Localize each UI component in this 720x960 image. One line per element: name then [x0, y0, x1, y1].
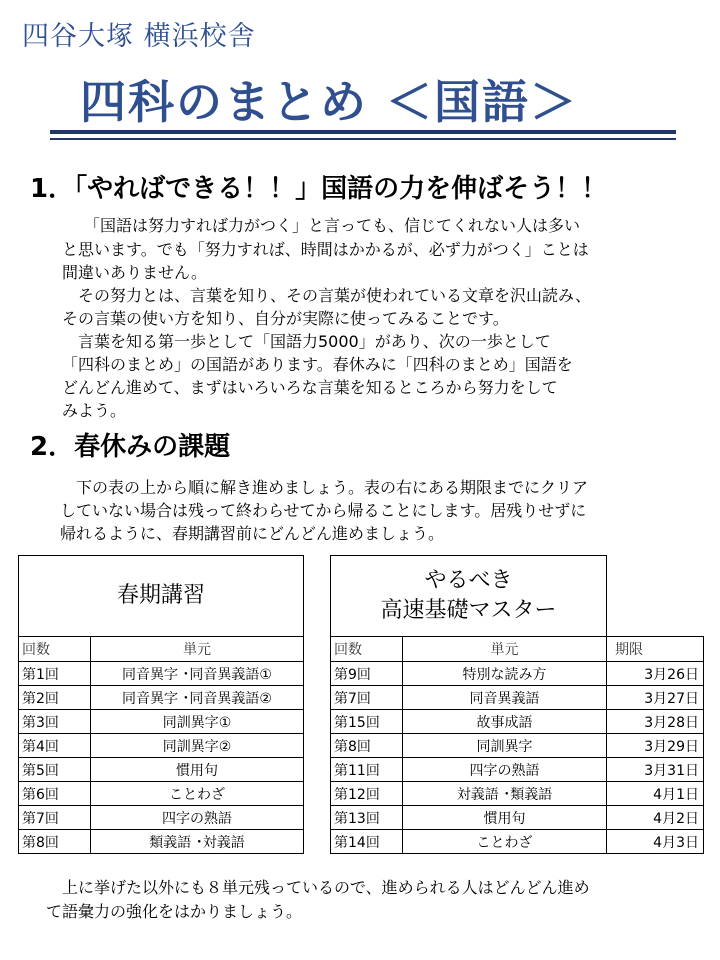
table-title-line2: 高速基礎マスター	[380, 598, 557, 623]
paragraph-line: 上に挙げた以外にも８単元残っているので、進められる人はどんどん進め	[46, 878, 590, 897]
paragraph-line: て語彙力の強化をはかりましょう。	[46, 902, 303, 921]
row-number: 第8回	[331, 734, 403, 758]
row-deadline: 4月2日	[607, 806, 704, 830]
paragraph-line: その努力とは、言葉を知り、その言葉が使われている文章を沢山読み、	[62, 286, 591, 305]
table-row	[19, 806, 304, 830]
row-unit: 慣用句	[91, 758, 304, 782]
table-row	[331, 758, 704, 782]
row-number: 第3回	[19, 710, 91, 734]
table-row	[19, 662, 304, 686]
row-number: 第8回	[19, 830, 91, 854]
spring-course-table	[18, 555, 304, 854]
table-row	[331, 830, 704, 854]
row-number: 第5回	[19, 758, 91, 782]
column-header-deadline: 期限	[607, 637, 704, 662]
row-unit: 四字の熟語	[91, 806, 304, 830]
paragraph-line: と思います。でも「努力すれば、時間はかかるが、必ず力がつく」ことは	[62, 240, 589, 259]
paragraph-line: どんどん進めて、まずはいろいろな言葉を知るところから努力をして	[62, 378, 558, 397]
paragraph-line: 下の表の上から順に解き進めましょう。表の右にある期限までにクリア	[60, 478, 589, 497]
title-underline-thin	[50, 138, 676, 140]
row-number: 第4回	[19, 734, 91, 758]
table-row	[331, 782, 704, 806]
row-number: 第12回	[331, 782, 403, 806]
row-unit: 同訓異字①	[91, 710, 304, 734]
row-number: 第1回	[19, 662, 91, 686]
row-number: 第13回	[331, 806, 403, 830]
paragraph-line: 「四科のまとめ」の国語があります。春休みに「四科のまとめ」国語を	[62, 355, 573, 374]
row-unit: 慣用句	[403, 806, 607, 830]
row-unit: 類義語 ･対義語	[91, 830, 304, 854]
column-header-number: 回数	[331, 637, 403, 662]
basic-master-table	[330, 555, 704, 854]
row-deadline: 3月28日	[607, 710, 704, 734]
table-row	[19, 830, 304, 854]
row-unit: 四字の熟語	[403, 758, 607, 782]
row-deadline: 3月31日	[607, 758, 704, 782]
section1-heading: 1．「やればできる！！」国語の力を伸ばそう！！	[30, 174, 608, 204]
section2-heading: 2．春休みの課題	[30, 432, 231, 462]
school-name: 四谷大塚 横浜校舎	[22, 21, 256, 52]
table-row	[19, 710, 304, 734]
row-deadline: 4月3日	[607, 830, 704, 854]
row-deadline: 3月29日	[607, 734, 704, 758]
table-row	[331, 806, 704, 830]
row-unit: 同音異義語	[403, 686, 607, 710]
row-number: 第7回	[19, 806, 91, 830]
title-spacer	[607, 556, 704, 637]
table-row	[331, 686, 704, 710]
paragraph-line: 帰れるように、春期講習前にどんどん進めましょう。	[60, 524, 445, 543]
paragraph-line: していない場合は残って終わらせてから帰ることにします。居残りせずに	[60, 501, 587, 520]
table-row	[19, 686, 304, 710]
table-row	[331, 734, 704, 758]
row-unit: 同訓異字	[403, 734, 607, 758]
row-number: 第14回	[331, 830, 403, 854]
row-unit: 特別な読み方	[403, 662, 607, 686]
paragraph-line: 言葉を知る第一歩として「国語力5000」があり、次の一歩として	[62, 332, 551, 351]
paragraph-line: 「国語は努力すれば力がつく」と言っても、信じてくれない人は多い	[84, 216, 581, 235]
row-unit: 同訓異字②	[91, 734, 304, 758]
row-number: 第11回	[331, 758, 403, 782]
row-deadline: 4月1日	[607, 782, 704, 806]
table-row	[19, 758, 304, 782]
row-number: 第9回	[331, 662, 403, 686]
row-number: 第6回	[19, 782, 91, 806]
title-underline-thick	[50, 130, 676, 134]
row-unit: 対義語 ･類義語	[403, 782, 607, 806]
row-deadline: 3月27日	[607, 686, 704, 710]
row-unit: 同音異字 ･同音異義語①	[91, 662, 304, 686]
paragraph-line: 間違いありません。	[62, 263, 207, 282]
row-unit: 故事成語	[403, 710, 607, 734]
table-row	[331, 662, 704, 686]
row-unit: ことわざ	[403, 830, 607, 854]
paragraph-line: その言葉の使い方を知り、自分が実際に使ってみることです。	[62, 309, 509, 328]
column-header-unit: 単元	[91, 637, 304, 662]
paragraph-line: みよう。	[62, 401, 127, 420]
table-title	[331, 556, 607, 637]
table-title-line1: やるべき	[424, 568, 513, 593]
table-row	[19, 734, 304, 758]
closing-note	[46, 876, 590, 924]
row-unit: ことわざ	[91, 782, 304, 806]
row-number: 第7回	[331, 686, 403, 710]
row-number: 第15回	[331, 710, 403, 734]
table-title: 春期講習	[19, 556, 304, 637]
row-unit: 同音異字 ･同音異義語②	[91, 686, 304, 710]
column-header-number: 回数	[19, 637, 91, 662]
row-deadline: 3月26日	[607, 662, 704, 686]
table-row	[331, 710, 704, 734]
column-header-unit: 単元	[403, 637, 607, 662]
table-row	[19, 782, 304, 806]
row-number: 第2回	[19, 686, 91, 710]
page-title: 四科のまとめ ＜国語＞	[80, 75, 579, 129]
